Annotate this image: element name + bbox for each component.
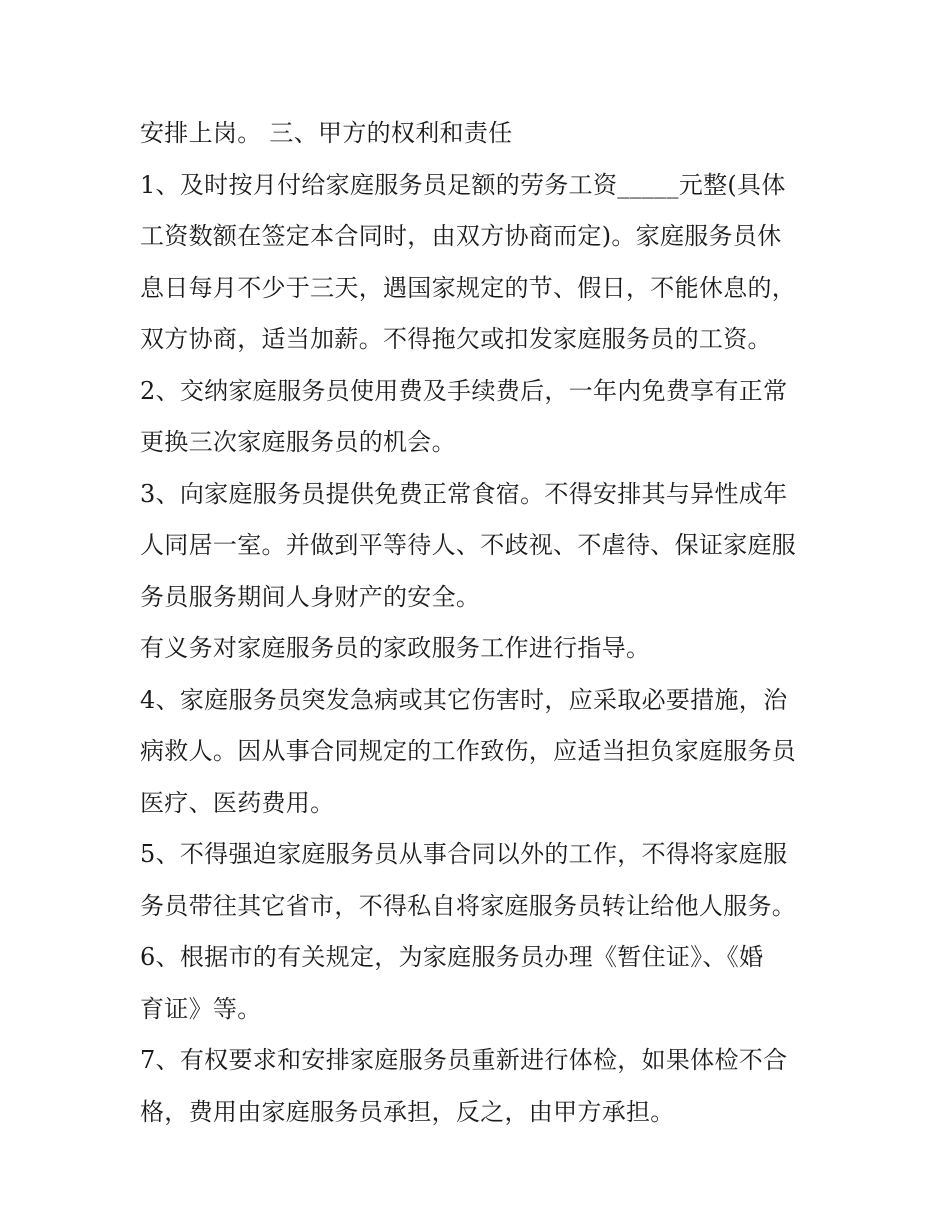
text-line: 务员服务期间人身财产的安全。: [140, 582, 481, 611]
text-line: 息日每月不少于三天，遇国家规定的节、假日，不能休息的，: [140, 273, 797, 302]
text-line: 务员带往其它省市，不得私自将家庭服务员转让给他人服务。: [140, 891, 797, 920]
text-line: 安排上岗。 三、甲方的权利和责任: [140, 119, 513, 147]
text-line: 双方协商，适当加薪。不得拖欠或扣发家庭服务员的工资。: [140, 325, 772, 353]
text-line: 有义务对家庭服务员的家政服务工作进行指导。: [140, 634, 651, 662]
text-line: 5、不得强迫家庭服务员从事合同以外的工作，不得将家庭服: [140, 840, 788, 868]
text-line: 2、交纳家庭服务员使用费及手续费后，一年内免费享有正常: [140, 376, 788, 405]
text-line: 更换三次家庭服务员的机会。: [140, 428, 456, 456]
text-line: 6、根据市的有关规定，为家庭服务员办理《暂住证》、《婚: [140, 943, 764, 971]
text-line: 人同居一室。并做到平等待人、不歧视、不虐待、保证家庭服: [140, 531, 797, 559]
text-line: 4、家庭服务员突发急病或其它伤害时，应采取必要措施，治: [140, 685, 788, 714]
text-line: 3、向家庭服务员提供免费正常食宿。不得安排其与异性成年: [140, 479, 788, 508]
text-line: 育证》等。: [140, 994, 262, 1023]
text-line: 医疗、医药费用。: [140, 788, 335, 817]
text-line: 格，费用由家庭服务员承担，反之，由甲方承担。: [140, 1097, 675, 1126]
document-body: [140, 108, 830, 1138]
text-line: 病救人。因从事合同规定的工作致伤，应适当担负家庭服务员: [140, 737, 797, 765]
text-line: 1、及时按月付给家庭服务员足额的劳务工资_____元整(具体: [140, 170, 786, 199]
text-line: 工资数额在签定本合同时，由双方协商而定)。家庭服务员休: [140, 222, 782, 250]
text-line: 7、有权要求和安排家庭服务员重新进行体检，如果体检不合: [140, 1046, 788, 1074]
